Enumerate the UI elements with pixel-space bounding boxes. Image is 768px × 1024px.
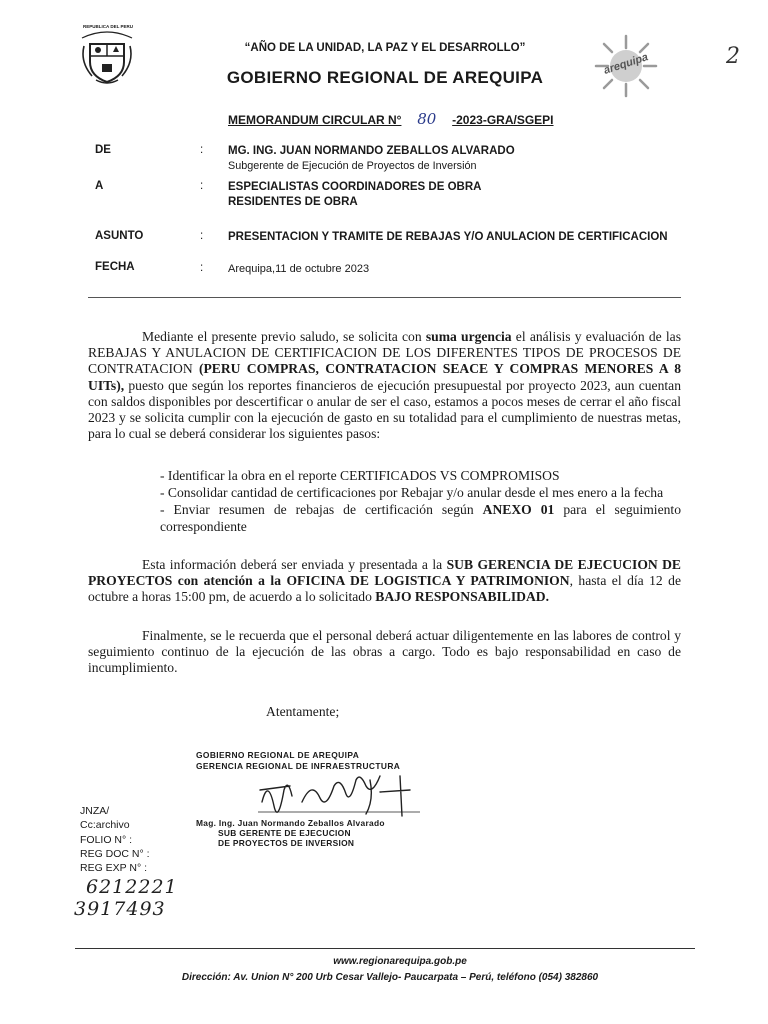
signature-icon bbox=[250, 772, 430, 824]
stamp-line-1: GOBIERNO REGIONAL DE AREQUIPA bbox=[196, 750, 360, 760]
memo-number: 80 bbox=[417, 110, 437, 128]
steps-list bbox=[160, 467, 681, 535]
reg-doc-number: REG DOC N° : bbox=[80, 847, 150, 860]
folio-number: FOLIO N° : bbox=[80, 833, 133, 846]
asunto-label: ASUNTO bbox=[95, 230, 144, 242]
stamp-name: Mag. Ing. Juan Normando Zeballos Alvarado bbox=[196, 818, 385, 828]
reg-exp-number: REG EXP N° : bbox=[80, 862, 148, 875]
paragraph-3: Finalmente, se le recuerda que el personal deberá actuar diligentemente en las labores de control y seguimiento continuo de la ejecución de las obras a cargo. Todo es bajo responsabilidad en caso de incumplimiento. bbox=[88, 628, 681, 676]
shield-caption: REPUBLICA DEL PERU bbox=[82, 24, 133, 29]
footer-divider bbox=[75, 948, 695, 949]
p1-text-a: Mediante el presente previo saludo, se solicita con bbox=[142, 329, 426, 344]
stamp-line-2: GERENCIA REGIONAL DE INFRAESTRUCTURA bbox=[196, 761, 401, 771]
cc-archive: Cc:archivo bbox=[80, 819, 130, 832]
fecha-label: FECHA bbox=[95, 261, 135, 273]
header-divider bbox=[88, 297, 681, 298]
stamp-signatory bbox=[196, 818, 436, 848]
fecha-colon: : bbox=[200, 262, 204, 274]
stamp-title-1: SUB GERENTE DE EJECUCION bbox=[218, 828, 351, 838]
p1-bold-urgency: suma urgencia bbox=[425, 329, 512, 344]
memo-prefix: MEMORANDUM CIRCULAR N° bbox=[228, 113, 402, 127]
de-colon: : bbox=[200, 144, 204, 156]
de-label: DE bbox=[95, 144, 111, 156]
page-mark: 2 bbox=[726, 44, 740, 69]
reference-block bbox=[80, 804, 150, 875]
footer-address: Dirección: Av. Union N° 200 Urb Cesar Vallejo- Paucarpata – Perú, teléfono (054) 382860 bbox=[181, 972, 599, 983]
de-name: MG. ING. JUAN NORMANDO ZEBALLOS ALVARADO bbox=[228, 145, 515, 157]
de-value bbox=[228, 144, 515, 174]
p2-text-a: Esta información deberá ser enviada y presentada a la bbox=[142, 557, 447, 572]
bullet3-text-c: para el seguimiento correspondiente bbox=[160, 502, 681, 534]
p2-bold-office: SUB GERENCIA DE EJECUCION DE PROYECTOS con atención a la OFICINA DE LOGISTICA Y PATRIMONION bbox=[88, 557, 682, 589]
memo-suffix: -2023-GRA/SGEPI bbox=[452, 113, 554, 127]
stamp-title-2: DE PROYECTOS DE INVERSION bbox=[218, 838, 355, 848]
bullet3-text-a: - Enviar resumen de rebajas de certificación según bbox=[160, 502, 483, 517]
list-item: - Consolidar cantidad de certificaciones por Rebajar y/o anular desde el mes enero a la fecha bbox=[160, 485, 664, 500]
a-colon: : bbox=[200, 180, 204, 192]
p2-text-c: , hasta el día 12 de octubre a horas 15:00 pm, de acuerdo a lo solicitado bbox=[88, 573, 681, 605]
a-line2: RESIDENTES DE OBRA bbox=[228, 196, 358, 208]
slogan: “AÑO DE LA UNIDAD, LA PAZ Y EL DESARROLLO” bbox=[244, 42, 526, 54]
p1-text-c: el análisis y evaluación de las REBAJAS Y ANULACION DE CERTIFICACION DE LOS DIFERENTES TIPOS DE PROCESOS DE CONTRATACION bbox=[88, 329, 681, 377]
initials: JNZA/ bbox=[80, 805, 110, 817]
asunto-colon: : bbox=[200, 230, 204, 242]
government-title: GOBIERNO REGIONAL DE AREQUIPA bbox=[226, 68, 544, 87]
peru-coat-of-arms-icon bbox=[76, 26, 138, 88]
list-item: - Identificar la obra en el reporte CERTIFICADOS VS COMPROMISOS bbox=[160, 468, 560, 483]
bullet3-annex: ANEXO 01 bbox=[482, 502, 555, 517]
paragraph-2 bbox=[88, 557, 681, 606]
p1-text-e: puesto que según los reportes financieros de ejecución presupuestal por proyecto 2023, aun cuentan con saldos disponibles por descertificar o anular de ser el caso, estamos a pocos meses de cerrar el año fiscal 2023 y se solicita cumplir con la ejecución de gasto en su totalidad para el cumplimiento de nuestras metas, para lo cual se deberá considerar los siguientes pasos: bbox=[88, 377, 681, 442]
fecha-value: Arequipa,11 de octubre 2023 bbox=[228, 263, 370, 275]
a-line1: ESPECIALISTAS COORDINADORES DE OBRA bbox=[228, 181, 482, 193]
p2-bold-responsibility: BAJO RESPONSABILIDAD. bbox=[375, 589, 550, 605]
stamp-header bbox=[196, 750, 426, 772]
de-role: Subgerente de Ejecución de Proyectos de Inversión bbox=[228, 160, 477, 172]
footer-website: www.regionarequipa.gob.pe bbox=[333, 956, 467, 967]
memo-title bbox=[228, 110, 554, 128]
p1-bold-processes: (PERU COMPRAS, CONTRATACION SEACE Y COMPRAS MENORES A 8 UITs), bbox=[88, 361, 681, 393]
paragraph-1 bbox=[88, 329, 681, 442]
list-item bbox=[160, 501, 681, 535]
a-value bbox=[228, 180, 481, 210]
asunto-value: PRESENTACION Y TRAMITE DE REBAJAS Y/O ANULACION DE CERTIFICACION bbox=[228, 231, 668, 243]
closing: Atentamente; bbox=[266, 704, 340, 719]
handwritten-number-1: 6212221 bbox=[86, 876, 178, 898]
arequipa-logo-text: arequipa bbox=[602, 51, 650, 77]
a-label: A bbox=[95, 180, 104, 192]
handwritten-number-2: 3917493 bbox=[74, 898, 166, 920]
